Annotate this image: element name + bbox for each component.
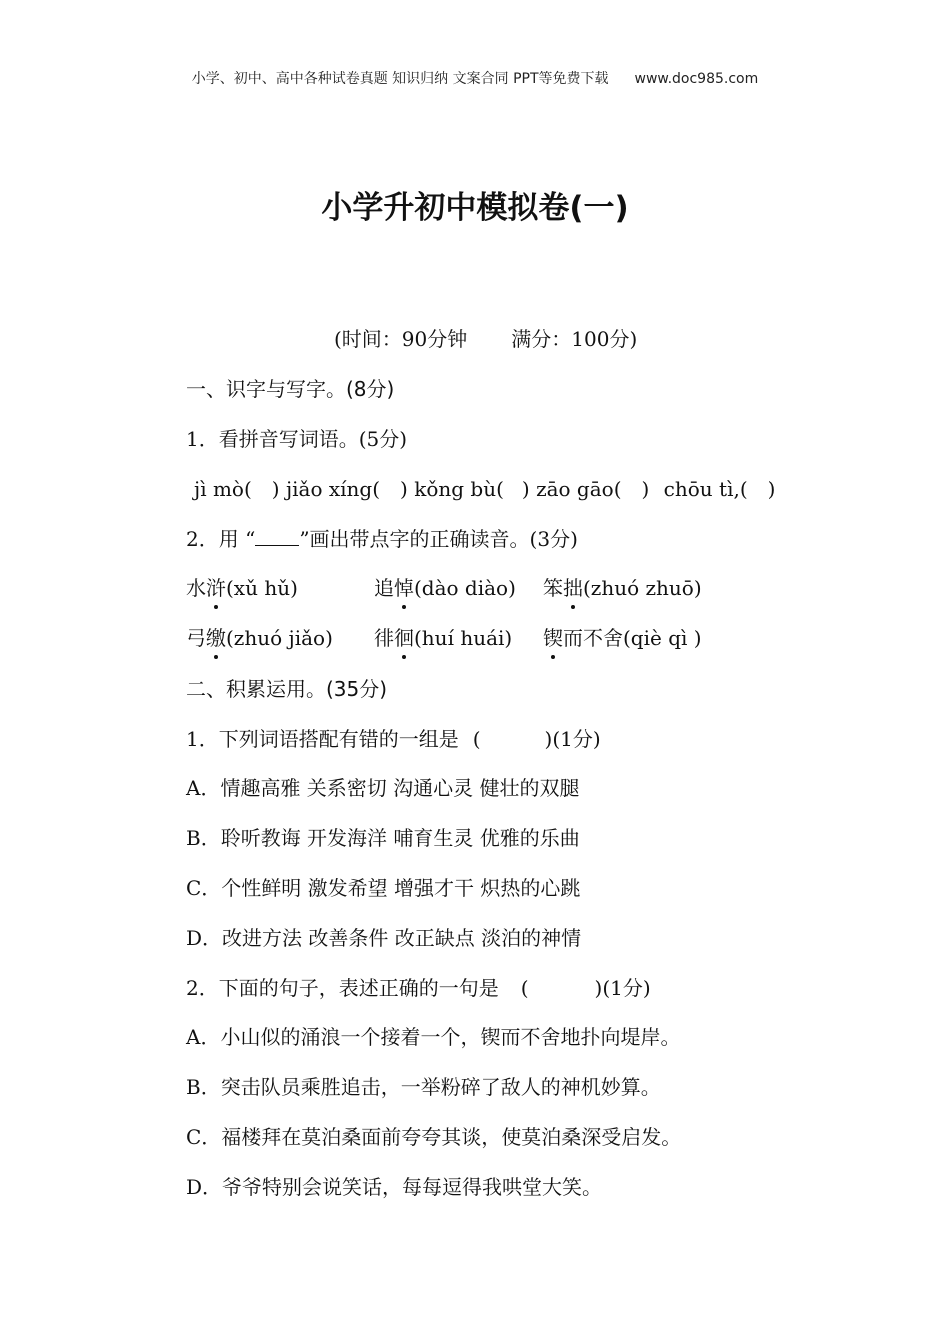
reading-item-1[interactable]: 水浒(xǔ hǔ) — [186, 576, 298, 600]
reading-item-3[interactable]: 笨拙(zhuó zhuō) — [543, 576, 702, 600]
section1-q2-prompt: 2．用 “ ”画出带点字的正确读音。(3分) — [186, 527, 578, 551]
q1-option-a[interactable]: A．情趣高雅 关系密切 沟通心灵 健壮的双腿 — [186, 776, 580, 800]
section2-q1-prompt: 1．下列词语搭配有错的一组是 ( )(1分) — [186, 727, 601, 751]
dotted-char: 拙 — [563, 576, 583, 600]
time-info — [334, 326, 637, 352]
q1-option-b[interactable]: B．聆听教诲 开发海洋 哺育生灵 优雅的乐曲 — [186, 826, 580, 850]
reading-item-4[interactable]: 弓缴(zhuó jiǎo) — [186, 626, 333, 650]
reading-item-2[interactable]: 追悼(dào diào) — [374, 576, 516, 600]
dotted-char: 悼 — [394, 576, 414, 600]
section1-q1-prompt: 1．看拼音写词语。(5分) — [186, 427, 408, 451]
page-title: 小学升初中模拟卷(一) — [321, 190, 629, 226]
full-score: 满分：100分) — [511, 327, 638, 351]
underline-sample — [255, 527, 299, 546]
reading-item-5[interactable]: 徘徊(huí huái) — [374, 626, 513, 650]
q2-option-b[interactable]: B．突击队员乘胜追击，一举粉碎了敌人的神机妙算。 — [186, 1075, 661, 1099]
pinyin-4: zāo gāo( — [536, 477, 622, 501]
pinyin-row: jì mò( ) jiǎo xíng( ) kǒng bù( ) zāo gāo( ) chōu tì,( ) — [194, 477, 776, 501]
section2-q2-prompt: 2．下面的句子，表述正确的一句是 ( )(1分) — [186, 976, 651, 1000]
q1-option-d[interactable]: D．改进方法 改善条件 改正缺点 淡泊的神情 — [186, 926, 582, 950]
pinyin-5: chōu tì,( — [663, 477, 748, 501]
dotted-char: 锲 — [543, 626, 563, 650]
pinyin-3: kǒng bù( — [414, 477, 504, 501]
pinyin-2: jiǎo xíng( — [285, 477, 381, 501]
q1-option-c[interactable]: C．个性鲜明 激发希望 增强才干 炽热的心跳 — [186, 876, 581, 900]
page-header — [0, 68, 950, 88]
dotted-char: 浒 — [206, 576, 226, 600]
dotted-char: 徊 — [394, 626, 414, 650]
pinyin-1: jì mò( — [194, 477, 252, 501]
header-url[interactable]: www.doc985.com — [634, 71, 759, 87]
section2-heading: 二、积累运用。(35分) — [186, 677, 388, 701]
q2-option-a[interactable]: A．小山似的涌浪一个接着一个，锲而不舍地扑向堤岸。 — [186, 1025, 681, 1049]
q2-option-c[interactable]: C．福楼拜在莫泊桑面前夸夸其谈，使莫泊桑深受启发。 — [186, 1125, 682, 1149]
q2-option-d[interactable]: D．爷爷特别会说笑话，每每逗得我哄堂大笑。 — [186, 1175, 603, 1199]
section1-heading: 一、识字与写字。(8分) — [186, 377, 395, 401]
dotted-char: 缴 — [206, 626, 226, 650]
reading-item-6[interactable]: 锲而不舍(qiè qì ) — [543, 626, 702, 650]
header-text: 小学、初中、高中各种试卷真题 知识归纳 文案合同 PPT等免费下载 — [191, 71, 609, 87]
time-limit: (时间：90分钟 — [334, 327, 468, 351]
